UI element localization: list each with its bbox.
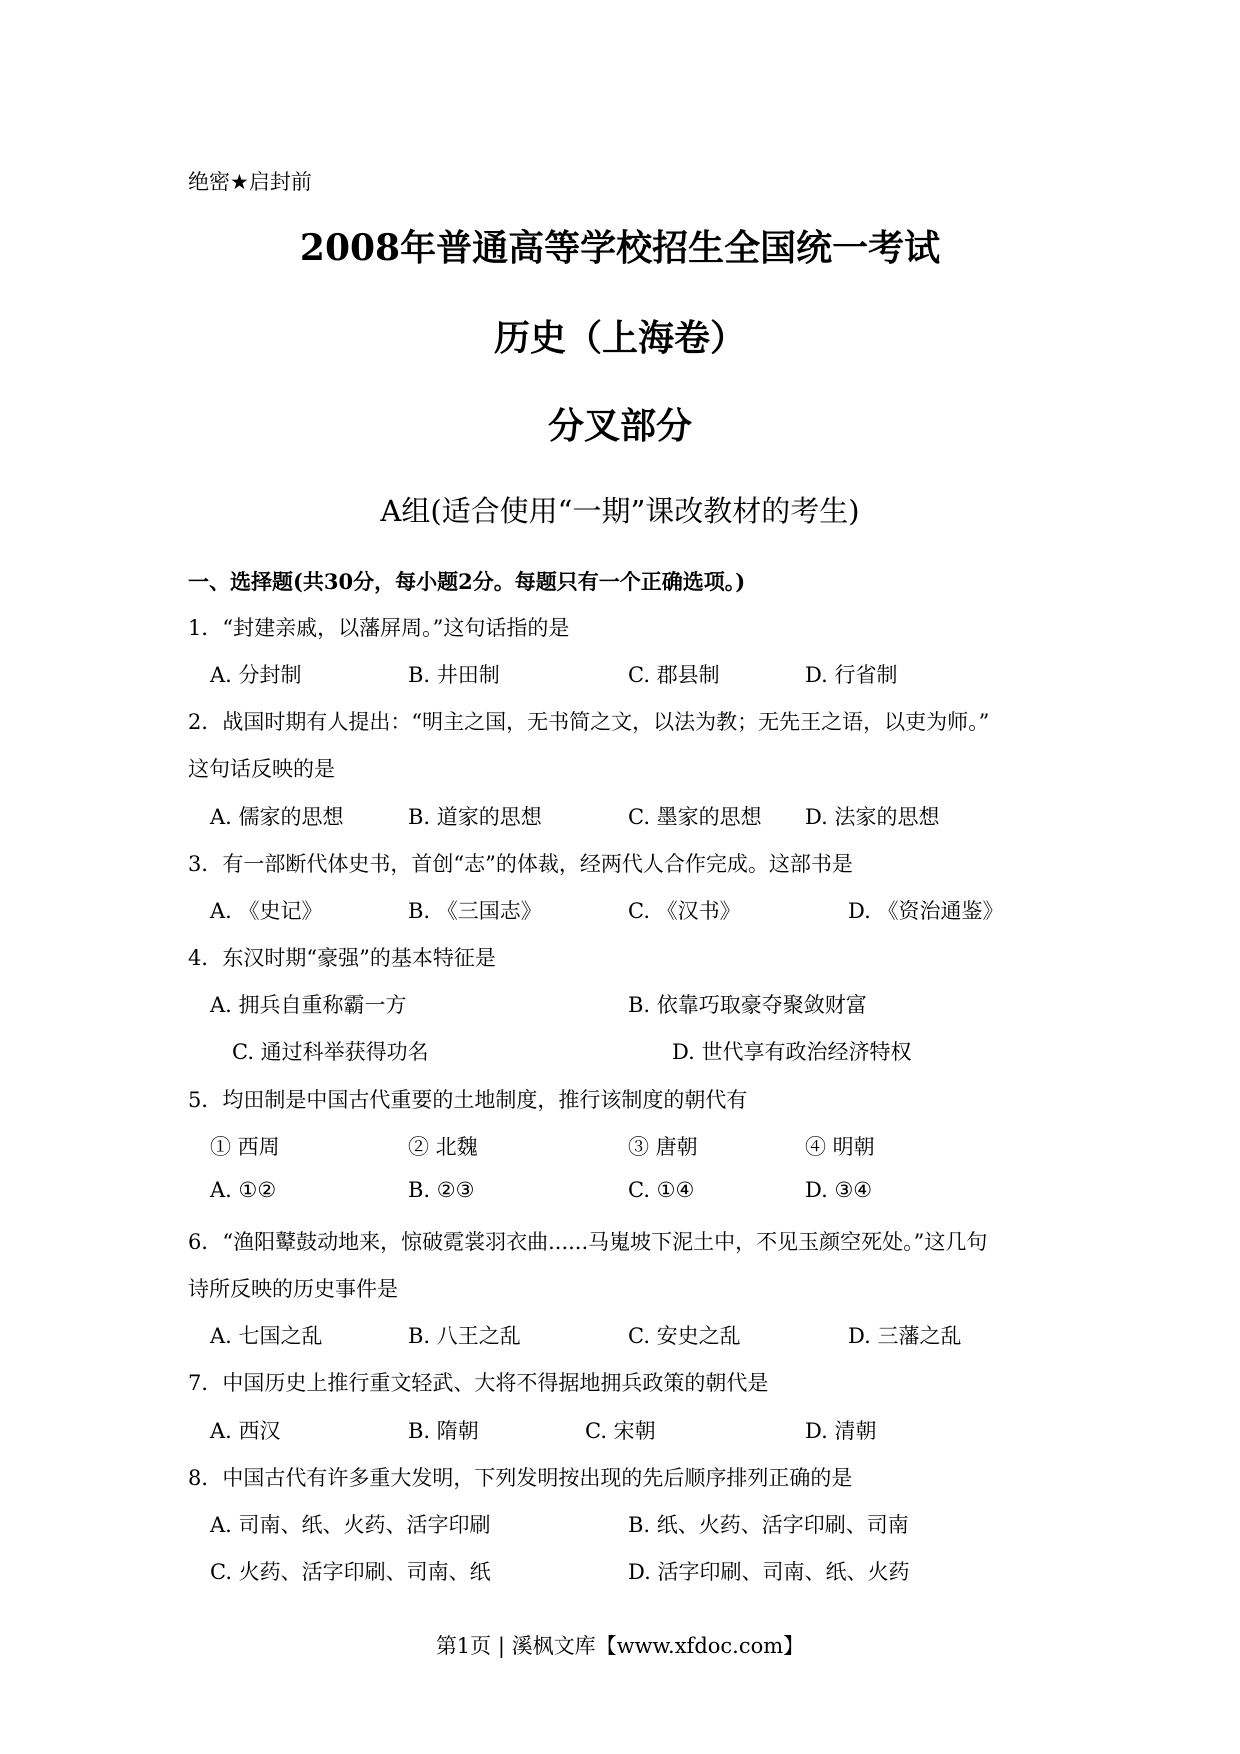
question-5-item-1: ① 西周 [210,1135,280,1159]
question-2-option-d: D. 法家的思想 [805,805,940,829]
question-3-option-a: A. 《史记》 [210,899,323,923]
question-2-option-c: C. 墨家的思想 [628,805,762,829]
confidential-mark: 绝密★启封前 [188,170,312,194]
question-4-option-d: D. 世代享有政治经济特权 [672,1040,912,1064]
exam-subtitle: 历史（上海卷） [493,317,746,359]
question-2-stem: 2．战国时期有人提出：“明主之国，无书简之文，以法为教；无先王之语，以吏为师。” [188,710,990,734]
question-6-option-a: A. 七国之乱 [210,1324,323,1348]
question-6-option-d: D. 三藩之乱 [848,1324,962,1348]
question-7-option-d: D. 清朝 [805,1419,877,1443]
question-2-option-b: B. 道家的思想 [408,805,542,829]
question-1-option-d: D. 行省制 [805,663,898,687]
question-1-option-a: A. 分封制 [210,663,302,687]
question-3-option-b: B. 《三国志》 [408,899,542,923]
question-8-option-b: B. 纸、火药、活字印刷、司南 [628,1513,909,1537]
question-8-option-c: C. 火药、活字印刷、司南、纸 [210,1560,491,1584]
exam-title: 2008年普通高等学校招生全国统一考试 [299,227,941,269]
group-title: A组(适合使用“一期”课改教材的考生) [380,494,860,528]
question-3-option-c: C. 《汉书》 [628,899,741,923]
part-title: 分叉部分 [547,405,692,447]
question-5-option-a: A. ①② [210,1178,277,1202]
question-1-option-c: C. 郡县制 [628,663,720,687]
question-5-item-2: ② 北魏 [408,1135,478,1159]
question-6-option-c: C. 安史之乱 [628,1324,741,1348]
question-5-item-3: ③ 唐朝 [628,1135,698,1159]
question-1-stem: 1．“封建亲戚，以藩屏周。”这句话指的是 [188,616,570,640]
question-2-stem-cont: 这句话反映的是 [188,757,335,781]
question-7-option-a: A. 西汉 [210,1419,281,1443]
question-4-stem: 4．东汉时期“豪强”的基本特征是 [188,946,496,970]
question-5-item-4: ④ 明朝 [805,1135,875,1159]
question-7-option-c: C. 宋朝 [585,1419,656,1443]
question-4-option-b: B. 依靠巧取豪夺聚敛财富 [628,993,867,1017]
question-7-stem: 7．中国历史上推行重文轻武、大将不得据地拥兵政策的朝代是 [188,1371,769,1395]
question-1-option-b: B. 井田制 [408,663,500,687]
question-2-option-a: A. 儒家的思想 [210,805,344,829]
question-7-option-b: B. 隋朝 [408,1419,479,1443]
question-6-option-b: B. 八王之乱 [408,1324,521,1348]
question-3-option-d: D. 《资治通鉴》 [848,899,1004,923]
question-5-option-c: C. ①④ [628,1178,695,1202]
section-heading: 一、选择题(共30分，每小题2分。每题只有一个正确选项。) [188,569,746,594]
question-6-stem: 6．“渔阳鼙鼓动地来，惊破霓裳羽衣曲......马嵬坡下泥土中，不见玉颜空死处。”这几句 [188,1230,988,1254]
question-8-option-d: D. 活字印刷、司南、纸、火药 [628,1560,910,1584]
question-8-option-a: A. 司南、纸、火药、活字印刷 [210,1513,491,1537]
page-footer: 第1页 | 溪枫文库【www.xfdoc.com】 [435,1634,805,1658]
question-5-option-b: B. ②③ [408,1178,475,1202]
question-3-stem: 3．有一部断代体史书，首创“志”的体裁，经两代人合作完成。这部书是 [188,852,853,876]
question-5-stem: 5．均田制是中国古代重要的土地制度，推行该制度的朝代有 [188,1088,748,1112]
question-6-stem-cont: 诗所反映的历史事件是 [188,1277,398,1301]
question-4-option-a: A. 拥兵自重称霸一方 [210,993,407,1017]
question-8-stem: 8．中国古代有许多重大发明，下列发明按出现的先后顺序排列正确的是 [188,1466,853,1490]
question-5-option-d: D. ③④ [805,1178,873,1202]
question-4-option-c: C. 通过科举获得功名 [232,1040,429,1064]
